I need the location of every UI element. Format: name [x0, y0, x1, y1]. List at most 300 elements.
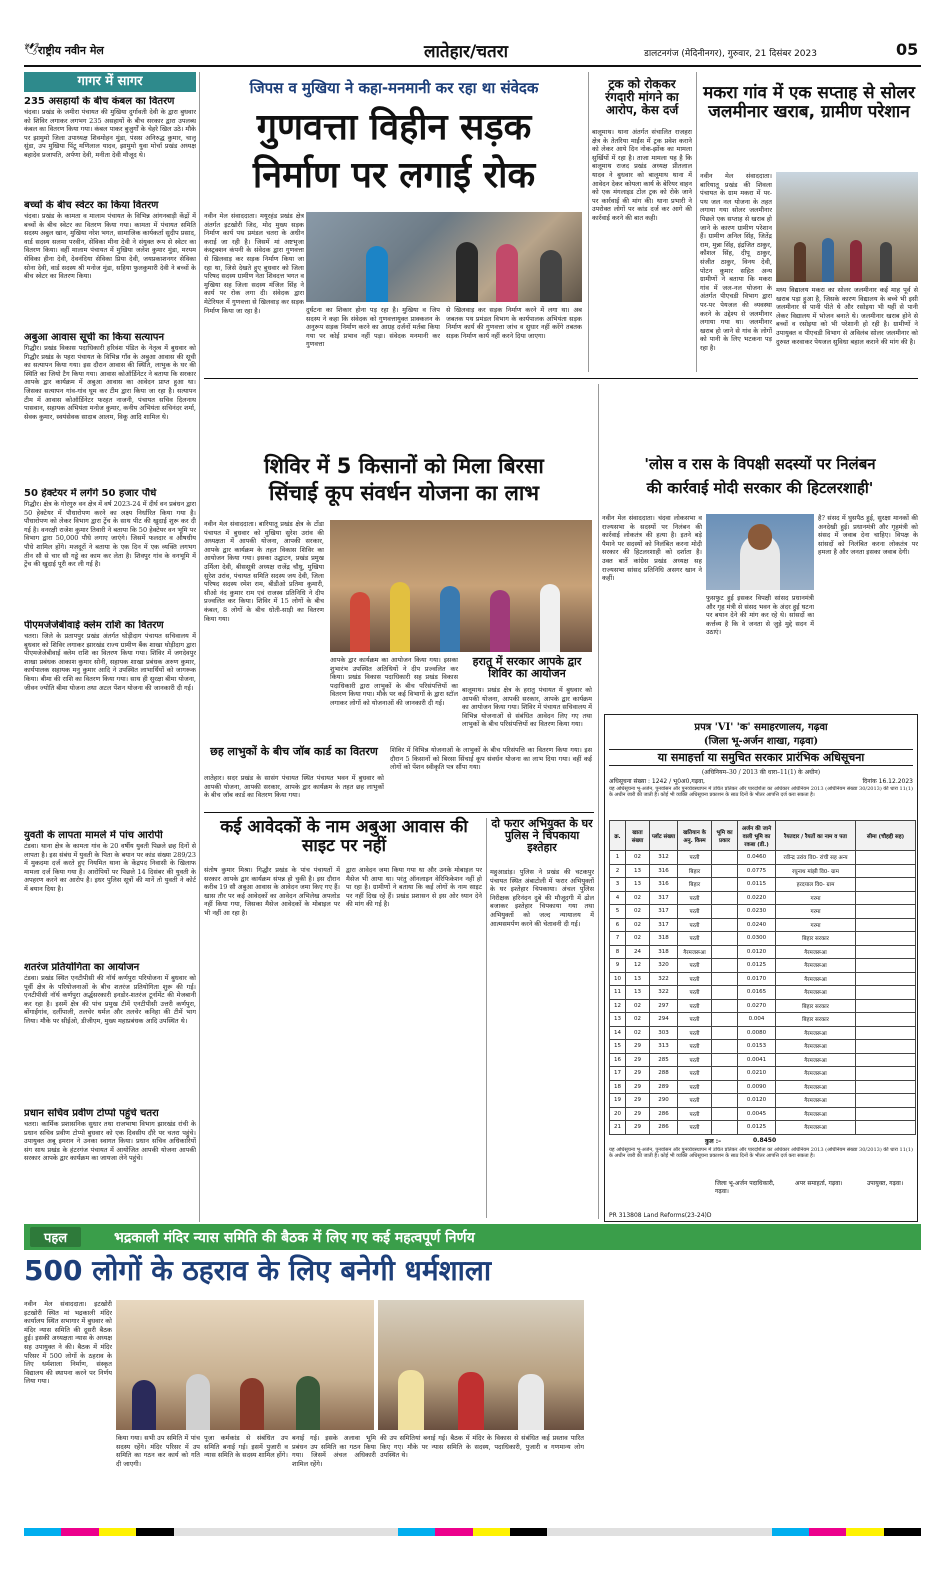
notice-table-cell: गैरमजरूआ: [678, 945, 712, 959]
sidebar-header: गागर में सागर: [24, 72, 196, 92]
notice-table-cell: 15: [610, 1040, 626, 1054]
registration-swatch: [473, 1528, 510, 1536]
masthead: [24, 38, 921, 64]
notice-table-cell: गैरमजरूआ: [776, 1107, 856, 1121]
notice-table-cell: [856, 878, 916, 892]
notice-table-cell: 12: [610, 999, 626, 1013]
lead-body-col2: दुर्घटना का शिकार होना पड़ रहा है। मुखिया व जिप सदस्य ने कहा कि संवेदक को गुणवत्तायुक्त प्राक्कलन के अनुरूप सड़क निर्माण करने का आग्रह दर्जनों मर्तबा किया गया पर कोई प्रभाव नहीं पड़ा। संवेदक मनमानी कर गुणवत्ता: [306, 306, 440, 349]
notice-table-row: [610, 1080, 916, 1094]
notice-table-cell: [856, 972, 916, 986]
harhe-body: बालूमाथ। प्रखंड क्षेत्र के हरातु पंचायत में बुधवार को आपकी योजना, आपकी सरकार, आपके द्वार कार्यक्रम का आयोजन किया गया। शिविर में पंचायत सचिवालय में विभिन्न योजनाओं से संबंधित आवेदन लिए गए तथा लाभुकों के बीच परिसंपत्तियों का वितरण किया गया।: [462, 686, 592, 729]
notice-table-cell: [712, 972, 738, 986]
section-rule: [204, 812, 594, 813]
notice-table-cell: 318: [650, 932, 678, 946]
notice-total-label: कुल :–: [705, 1137, 722, 1145]
notice-table-row: [610, 999, 916, 1013]
sidebar-item-title: युवती के लापता मामले में पांच आरोपी: [24, 830, 163, 841]
birsa-headline-line1: शिविर में 5 किसानों को मिला बिरसा: [264, 454, 544, 478]
registration-swatch: [547, 1528, 771, 1536]
notice-table-cell: 02: [626, 891, 650, 905]
lead-kicker: जिपस व मुखिया ने कहा-मनमानी कर रहा था संवेदक: [249, 79, 539, 97]
notice-table-cell: 0.0080: [738, 1026, 776, 1040]
notice-table-cell: [856, 1053, 916, 1067]
notice-table-cell: [856, 1067, 916, 1081]
notice-table-cell: 318: [650, 945, 678, 959]
notice-table-cell: 0.0120: [738, 1094, 776, 1108]
notice-table-cell: 12: [626, 959, 650, 973]
notice-table-cell: परती: [678, 1080, 712, 1094]
sidebar-item: [24, 620, 196, 826]
person-figure: [296, 1376, 320, 1430]
lead-body-col3: से खिलवाड़ कर सड़क निर्माण करने में लगा था। अब जबतक पथ प्रमंडल विभाग के कार्यपालक अभियंता सड़क निर्माण कार्य की गुणवत्ता जांच व सुधार नहीं करेंगे तबतक सड़क निर्माण कार्य नहीं करने दिया जाएगा।: [446, 306, 582, 340]
notice-table-cell: परती: [678, 972, 712, 986]
notice-table-cell: [856, 986, 916, 1000]
notice-date: दिनांक 16.12.2023: [862, 778, 913, 785]
column-divider: [486, 818, 487, 1218]
notice-table-header-cell: सीमा (चौहद्दी सह): [856, 821, 916, 851]
notice-table-cell: 0.0240: [738, 918, 776, 932]
notice-table-cell: हरदयाल वि0- ग्राम: [776, 878, 856, 892]
dateline: डालटनगंज (मेदिनीनगर), गुरुवार, 21 दिसंबर 2023: [644, 49, 817, 59]
notice-table-cell: 13: [626, 864, 650, 878]
sidebar-item: [24, 332, 196, 484]
notice-table-cell: [856, 1013, 916, 1027]
notice-table-cell: 20: [610, 1107, 626, 1121]
notice-table-cell: 9: [610, 959, 626, 973]
sidebar-item-body: गिद्धौर। क्षेत्र के गोरगुरु वन क्षेत्र में वर्ष 2023-24 में दीर्घ वन प्रबंधन द्वारा 50 हेक्टेयर में पौधारोपण करने का लक्ष्य निर्धारित किया गया है। पौधारोपण को लेकर विभाग द्वारा ट्रेंच के साथ पीट की खुदाई शुरू कर दी गई है। वनरक्षी राजेश कुमार तिवारी ने बताया कि 50 हेक्टेयर वन भूमि पर विभाग द्वारा 50,000 पौधे लगाए जाएंगे। जिसमें फलदार व औषधीय पौधे शामिल होंगे। मजदूरों ने बताया के एक दिन में एक व्यक्ति लगभग तीन सौ से चार सौ गड्ढे का काम कर लेता है। शिवपुर गांव के वनभूमि में ट्रेंच की खुदाई पूरी कर ली गई है।: [24, 500, 196, 569]
notice-table-cell: 6: [610, 918, 626, 932]
notice-table-cell: 0.0460: [738, 851, 776, 865]
sidebar-item-title: 50 हेक्टेयर में लगेंगे 50 हजार पौधे: [24, 488, 157, 499]
sidebar-item-title: बच्चों के बीच स्वेटर का किया वितरण: [24, 200, 159, 211]
sidebar-item: [24, 962, 196, 1104]
notice-table-cell: 11: [610, 986, 626, 1000]
sidebar-divider: [199, 72, 200, 1222]
los-headline-line1: 'लोस व रास के विपक्षी सदस्यों पर निलंबन: [644, 455, 876, 473]
abua-headline: कई आवेदकों के नाम अबुआ आवास की साइट पर नहीं: [220, 817, 468, 856]
notice-table-cell: गैरमजरूआ: [776, 986, 856, 1000]
person-figure: [132, 1380, 156, 1430]
notice-total-value: 0.8450: [753, 1136, 777, 1144]
notice-table-cell: 0.0775: [738, 864, 776, 878]
notice-table-cell: गैरमजरूआ: [776, 972, 856, 986]
person-figure: [458, 1372, 484, 1430]
notice-table-row: [610, 1040, 916, 1054]
notice-table-cell: 288: [650, 1067, 678, 1081]
notice-table-cell: 18: [610, 1080, 626, 1094]
notice-table-cell: 13: [626, 986, 650, 1000]
birsa-body-col3: शिविर में विभिन्न योजनाओं के लाभुकों के बीच परिसंपत्ति का वितरण किया गया। इस दौरान 5 किसानों को बिरसा सिंचाई कूप संवर्धन योजना का लाभ दिया गया। वहीं कई लोगों को पेंशन स्वीकृति पत्र सौंपा गया।: [390, 746, 592, 772]
sidebar-item: [24, 1108, 196, 1216]
notice-table-cell: 285: [650, 1053, 678, 1067]
notice-table-cell: 297: [650, 999, 678, 1013]
sidebar-item-body: चतरा। जिले के प्रतापपुर प्रखंड अंतर्गत घोड़ीदाग पंचायत सचिवालय में बुधवार को शिविर लगाकर झारखंड राज्य ग्रामीण बैंक शाखा घोड़ीदाग द्वारा पीएमजेजेबीवाई क्लेम राशि का वितरण किया गया। शिविर में जगदेवपुर शाखा प्रबंधक आकाश कुमार सोनी, सहायक शाखा प्रबंधक अरुण कुमार, कार्यपालक सहायक मनु कुमार आदि ने उपस्थित लाभार्थियों को जागरूक किया। बीमा की राशि का वितरण किया गया। साथ ही सुरक्षा बीमा योजना, जीवन ज्योति बीमा योजना तथा अटल पेंशन योजना की जानकारी दी गई।: [24, 632, 196, 692]
logo-bird-icon: 🕊: [24, 42, 40, 56]
column-divider: [588, 72, 589, 372]
los-body-col2: फुसफुट हुई इसकर विपक्षी सांसद प्रधानमंत्री और गृह मंत्री से संसद भवन के अंदर हुई घटना पर बयान देने की मांग कर रहे थे। सांसदों का कर्त्तव्य है कि वे जनता से जुड़े मुद्दे सदन में उठाएं।: [706, 594, 814, 637]
notice-table-header: [610, 821, 916, 851]
notice-table-cell: 1: [610, 851, 626, 865]
notice-table-cell: 0.0125: [738, 959, 776, 973]
newspaper-logo: राष्ट्रीय नवीन मेल: [38, 44, 104, 57]
notice-table-row: [610, 891, 916, 905]
solar-story-headline: मकरा गांव में एक सप्ताह से सोलर जलमीनार खराब, ग्रामीण परेशान: [703, 83, 915, 122]
notice-table-cell: 29: [626, 1121, 650, 1135]
truck-story-body: बालूमाथ। थाना अंतर्गत संचालित राजहरा क्षेत्र के तेतरिया माईंस में ट्रक प्रवेश कराने को लेकर आये दिन नोक-झोंक का मामला सुर्खियों में रहा है। ताजा मामला यह है कि बालूमाथ राजद प्रखंड अध्यक्ष प्रीतलाल यादव ने बुधवार को बालूमाथ थाना में आवेदन देकर कोयला कार्य के बेरियर वाहन को एक मंगलाइड टोल ट्रक को रोके जाने पर कार्रवाई की मांग की। थाना प्रभारी ने उपरोक्त लोगों पर कांड दर्ज कर आगे की कार्रवाई करने की बात कही।: [592, 128, 692, 222]
notice-table-cell: 8: [610, 945, 626, 959]
sidebar-item: [24, 830, 196, 958]
notice-table-cell: परती: [678, 1026, 712, 1040]
chhath-body: लातेहार। सदर प्रखंड के सासंग पंचायत स्थित पंचायत भवन में बुधवार को आपकी योजना, आपकी सरकार, आपके द्वार कार्यक्रम के तहत छह लाभुकों के बीच जॉब कार्ड का वितरण किया गया।: [204, 774, 384, 800]
registration-swatch: [846, 1528, 883, 1536]
notice-table-cell: [712, 1080, 738, 1094]
notice-table-cell: गरमा: [776, 905, 856, 919]
notice-table-cell: [856, 999, 916, 1013]
sidebar-item-title: अबुआ आवास सूची का किया सत्यापन: [24, 332, 165, 343]
notice-table-cell: परती: [678, 851, 712, 865]
notice-table-cell: [856, 864, 916, 878]
abua-body-col2: द्वारा आवेदन जमा किया गया था और उनके मोबाइल पर मैसेज भी आया था। परंतु ऑनलाइन वेरिफिकेशन नहीं हो पा रहा है। ग्रामीणों ने बताया कि कई लोगों के नाम साइट पर नहीं दिख रहे हैं। प्रखंड प्रशासन से इस ओर ध्यान देने की मांग की गई है।: [346, 866, 482, 909]
notice-table-cell: परती: [678, 1094, 712, 1108]
notice-table-cell: 2: [610, 864, 626, 878]
person-figure: [794, 242, 806, 282]
notice-table-cell: [712, 905, 738, 919]
notice-sign-1: जिला भू-अर्जन पदाधिकारी, गढ़वा।: [715, 1179, 775, 1195]
notice-table-cell: 320: [650, 959, 678, 973]
person-figure: [490, 590, 510, 652]
notice-table-cell: गैरमजरूआ: [776, 1053, 856, 1067]
notice-table-header-cell: क्र.: [610, 821, 626, 851]
notice-table-cell: 0.0041: [738, 1053, 776, 1067]
registration-swatch: [61, 1528, 98, 1536]
print-registration-bar: [24, 1528, 921, 1536]
notice-table-cell: 02: [626, 999, 650, 1013]
notice-table-row: [610, 878, 916, 892]
lead-headline-line2: निर्माण पर लगाई रोक: [252, 155, 536, 196]
notice-table-cell: 0.004: [738, 1013, 776, 1027]
person-figure: [540, 250, 562, 302]
notice-table-cell: [856, 1107, 916, 1121]
column-divider: [696, 72, 697, 372]
solar-story-body-col1: नवीन मेल संवाददाता। बारियातू प्रखंड की शिवला पंचायत के ग्राम मकरा में पर-पथ जल नल योजना के तहत लगाया गया सोलर जलमीनार पिछले एक सप्ताह से खराब हो जाने के कारण ग्रामीण परेशान हैं। ग्रामीण अनिल सिंह, जितेंद्र राम, मुन्ना सिंह, इंद्रजित ठाकुर, कौशल सिंह, दीपू ठाकुर, संजीत ठाकुर, विनय देवी, पोटन कुमार सहित अन्य ग्रामीणों ने बताया कि मकरा गांव में जल-नल योजना के अंतर्गत पीएचडी विभाग द्वारा पर-पर पेयजल की व्यवस्था करने के उद्देश्य से जलमीनार लगाया गया था। जलमीनार खराब हो जाने से गांव के लोगों को पानी के लिए भटकना पड़ रहा है।: [700, 172, 772, 352]
notice-table-cell: 317: [650, 891, 678, 905]
notice-table-cell: 13: [626, 878, 650, 892]
notice-table-row: [610, 1121, 916, 1135]
person-figure: [850, 240, 862, 282]
notice-pr-number: PR 313808 Land Reforms(23-24)D: [609, 1212, 712, 1219]
registration-swatch: [772, 1528, 809, 1536]
notice-table-cell: परती: [678, 1013, 712, 1027]
registration-swatch: [510, 1528, 547, 1536]
notice-table-header-cell: अर्जन की जाने वाली भूमि का रकबा (डी.): [738, 821, 776, 851]
section-title: लातेहार/चतरा: [424, 42, 509, 62]
bottom-body-col5: की उप समितियां बनाई गई। बैठक में मंदिर के विकास से संबंधित कई प्रस्ताव पारित किए गए। मौके पर न्यास समिति के सदस्य, पदाधिकारी, पुजारी व गणमान्य लोग उपस्थित थे।: [380, 1434, 584, 1460]
notice-line3: या समाहर्त्ता या समुचित सरकार प्रारंभिक अधिसूचना: [609, 749, 913, 766]
registration-swatch: [884, 1528, 921, 1536]
notice-table-cell: [856, 905, 916, 919]
notice-table-cell: बिहार सरकार: [776, 999, 856, 1013]
notice-table-cell: 02: [626, 1026, 650, 1040]
notice-table-cell: [712, 932, 738, 946]
sidebar-item-title: शतरंज प्रतियोगिता का आयोजन: [24, 962, 140, 973]
notice-ref: अधिसूचना संख्या : 1242 / भू0अ0,गढ़वा,: [609, 778, 705, 785]
birsa-headline-line2: सिंचाई कूप संवर्धन योजना का लाभ: [268, 481, 540, 505]
notice-table-cell: परती: [678, 1107, 712, 1121]
notice-table-cell: गरमा: [776, 918, 856, 932]
notice-table-cell: 3: [610, 878, 626, 892]
notice-table-cell: परती: [678, 1067, 712, 1081]
notice-line2: (जिला भू-अर्जन शाखा, गढ़वा): [703, 736, 819, 747]
notice-table-cell: 0.0120: [738, 945, 776, 959]
notice-table-cell: [856, 932, 916, 946]
notice-table-cell: 02: [626, 905, 650, 919]
lead-headline-line1: गुणवत्ता विहीन सड़क: [256, 107, 532, 148]
notice-table-cell: [856, 1121, 916, 1135]
notice-table-cell: [712, 1121, 738, 1135]
notice-table-cell: परती: [678, 1121, 712, 1135]
notice-table-cell: 290: [650, 1094, 678, 1108]
notice-table-cell: 0.0165: [738, 986, 776, 1000]
notice-table-cell: [712, 918, 738, 932]
person-figure: [240, 1378, 264, 1430]
abua-body-col1: संतोष कुमार मिश्रा। गिद्धौर प्रखंड के पांच पंचायतों में सरकार आपके द्वार कार्यक्रम संपन्न हो चुकी है। इस दौरान करीब 19 सौ अबुआ आवास के आवेदन जमा किए गए हैं। खास तौर पर कई आवेदकों का आवेदन अभिलेख अपलोड नहीं किया गया, जिसका मैसेज आवेदकों के मोबाइल पर भी नहीं आ रहा है।: [204, 866, 340, 917]
notice-table-cell: [712, 1067, 738, 1081]
notice-table-cell: 29: [626, 1040, 650, 1054]
los-body-col1: नवीन मेल संवाददाता। चंदवा लोकसभा व राज्यसभा के सदस्यों पर निलंबन की कार्रवाई लोकतंत्र की हत्या है। इतने बड़े पैमाने पर सदस्यों को निलंबित करना मोदी सरकार की हिटलरशाही को दर्शाता है। उक्त बातें कांग्रेस प्रखंड अध्यक्ष सह राज्यसभा सांसद प्रतिनिधि असगर खान ने कहीं।: [602, 514, 702, 583]
notice-table-cell: 02: [626, 1013, 650, 1027]
notice-table-header-cell: प्लॉट संख्या: [650, 821, 678, 851]
notice-table-cell: [856, 959, 916, 973]
masthead-rule: [24, 65, 921, 67]
notice-table-cell: 14: [610, 1026, 626, 1040]
portrait-face: [748, 524, 772, 550]
notice-table-cell: [856, 918, 916, 932]
bottom-photo-right: [378, 1300, 584, 1430]
birsa-photo: [330, 520, 592, 652]
notice-table-cell: 21: [610, 1121, 626, 1135]
notice-table-row: [610, 932, 916, 946]
notice-table-cell: 10: [610, 972, 626, 986]
notice-table-cell: [712, 1107, 738, 1121]
notice-total-row: [605, 1137, 917, 1147]
notice-table-cell: [712, 959, 738, 973]
truck-story-headline: ट्रक को रोककर रंगदारी मांगने का आरोप, केस दर्ज: [605, 77, 679, 118]
notice-footer: यह अधिसूचना भू-अर्जन, पुनर्वासन और पुनर्व्यवस्थापन में उचित प्रतिकर और पारदर्शिता का अधिकार अधिनियम 2013 (अधिनियम संख्या 30/2013) की धारा 11(1) के अधीन जारी की जाती है। कोई भी व्यक्ति अधिसूचना प्रकाशन के साठ दिनों के भीतर आपत्ति दर्ज करा सकता है।: [609, 1146, 913, 1159]
notice-table-cell: गैरमजरूआ: [776, 1040, 856, 1054]
notice-table-cell: 29: [626, 1067, 650, 1081]
notice-table-cell: गैरमजरूआ: [776, 1094, 856, 1108]
notice-table-cell: 312: [650, 851, 678, 865]
notice-table-cell: 316: [650, 864, 678, 878]
notice-table-cell: 02: [626, 932, 650, 946]
notice-table-cell: [712, 1026, 738, 1040]
sidebar-item-title: प्रधान सचिव प्रवीण टोप्पो पहुंचे चतरा: [24, 1108, 159, 1119]
notice-table-cell: 17: [610, 1067, 626, 1081]
sidebar-item-body: टंडवा। प्रखंड स्थित एनटीपीसी की नॉर्थ कर्णपुरा परियोजना में बुधवार को पूर्वी क्षेत्र के परियोजनाओं के बीच शतरंज प्रतियोगिता शुरू की गई। एनटीपीसी नॉर्थ कर्णपुरा अर्द्धसरकारी इनडोर-शतरंज टूर्नामेंट की मेजबानी कर रहा है। इसमें क्षेत्र की पांच प्रमुख टीमें एनटीपीसी उत्तरी कर्णपुरा, बोंगाईगांव, दर्लीपाली, तलचेर थर्मल और तलचेर कनिहा की टीमें भाग लिया। मौके पर सीईओ, डीजीएम, मुख्य महाप्रबंधक आदि उपस्थित थे।: [24, 974, 196, 1025]
notice-table-header-cell: खाता संख्या: [626, 821, 650, 851]
chhath-headline: छह लाभुकों के बीच जॉब कार्ड का वितरण: [210, 745, 378, 758]
notice-table-cell: 13: [626, 972, 650, 986]
notice-table-cell: 19: [610, 1094, 626, 1108]
notice-table-cell: 0.0045: [738, 1107, 776, 1121]
birsa-body-col1: नवीन मेल संवाददाता। बारियातू प्रखंड क्षेत्र के टोंडा पंचायत में बुधवार को मुखिया सुरेश उरांव की अध्यक्षता में आपकी योजना, आपकी सरकार, आपके द्वार कार्यक्रम के तहत विकास शिविर का आयोजन किया गया। इसका उद्घाटन, प्रखंड प्रमुख उर्मिला देवी, बीससूत्री अध्यक्ष राजेंद्र चौधु, मुखिया सुरेश उरांव, पंचायत समिति सदस्य जय देवी, जिला परिषद सदस्य रमेश राम, बीडीओ प्रतिमा कुमारी, सीओ नंद कुमार राम एवं राजस्व प्रतिनिधि ने दीप प्रज्वलित कर किया। शिविर में 15 लोगों के बीच कंबल, 8 लोगों के बीच धोती-साड़ी का वितरण किया गया।: [204, 520, 324, 623]
bottom-banner: [24, 1224, 921, 1250]
registration-swatch: [99, 1528, 136, 1536]
notice-sign-2: अपर समाहर्ता, गढ़वा।: [795, 1179, 843, 1187]
registration-swatch: [24, 1528, 61, 1536]
notice-table-cell: 0.0270: [738, 999, 776, 1013]
notice-table-cell: 303: [650, 1026, 678, 1040]
notice-table-cell: रघुनाथ मांझी वि0- ग्राम: [776, 864, 856, 878]
notice-table-cell: 4: [610, 891, 626, 905]
notice-table-cell: गैरमजरूआ: [776, 1080, 856, 1094]
notice-table-cell: 0.0090: [738, 1080, 776, 1094]
los-headline-line2: की कार्रवाई मोदी सरकार की हिटलरशाही': [646, 479, 874, 497]
notice-table-cell: 29: [626, 1107, 650, 1121]
notice-table-cell: [712, 986, 738, 1000]
person-figure: [440, 586, 460, 652]
notice-table-cell: 316: [650, 878, 678, 892]
person-figure: [350, 592, 370, 652]
bottom-photo-left: [116, 1300, 374, 1430]
notice-table-cell: 313: [650, 1040, 678, 1054]
solar-story-photo: [776, 172, 918, 282]
person-figure: [390, 582, 410, 652]
lead-photo: [306, 212, 582, 302]
notice-table-cell: गरमा: [776, 891, 856, 905]
notice-table-cell: [712, 878, 738, 892]
person-figure: [518, 1374, 544, 1430]
notice-table-cell: 13: [610, 1013, 626, 1027]
registration-swatch: [398, 1528, 435, 1536]
notice-table-cell: परती: [678, 905, 712, 919]
notice-table-cell: 0.0210: [738, 1067, 776, 1081]
notice-table-cell: 02: [626, 918, 650, 932]
notice-table-cell: बिहार: [678, 864, 712, 878]
notice-sign-3: उपायुक्त, गढ़वा।: [867, 1179, 904, 1187]
notice-table-cell: 0.0170: [738, 972, 776, 986]
notice-table-cell: गैरमजरूआ: [776, 1026, 856, 1040]
sidebar-item-body: चंदवा। प्रखंड के जमीरा पंचायत की मुखिया दुर्गावती देवी के द्वारा बुधवार को शिविर लगाकर लगभग 235 असहायों के बीच सरकार द्वारा उपलब्ध कंबल का वितरण किया गया। कंबल पाकर बुजुर्गों के चेहरे खिल उठे। मौके पर झामुमो जिला उपाध्यक्ष शिवमोहन मुंडा, पंसस अनिरुद्ध कुमार, चालू सुंडा, उप मुखिया पिंटू मणिलाल यादव, झामुमो युवा मोर्चा प्रखंड अध्यक्ष बहादेव प्रजापति, अर्पणा देवी, मनीता देवी मौजूद थे।: [24, 108, 196, 159]
harhe-headline: हरातु में सरकार आपके द्वार शिविर का आयोजन: [472, 655, 582, 681]
notice-table-cell: परती: [678, 1053, 712, 1067]
notice-table-cell: रवीन्द्र उरांव वि0- रांची सह अन्य: [776, 851, 856, 865]
person-figure: [456, 242, 478, 302]
notice-table-cell: परती: [678, 918, 712, 932]
sidebar-item: [24, 96, 196, 196]
notice-table-cell: 294: [650, 1013, 678, 1027]
notice-table-header-cell: भूमि का प्रकार: [712, 821, 738, 851]
notice-table-cell: [712, 945, 738, 959]
notice-table-cell: 0.0125: [738, 1121, 776, 1135]
notice-table-cell: परती: [678, 932, 712, 946]
notice-table-cell: 24: [626, 945, 650, 959]
notice-table-cell: [712, 1094, 738, 1108]
notice-table-cell: 286: [650, 1121, 678, 1135]
notice-preamble: यह अधिसूचना भू-अर्जन, पुनर्वासन और पुनर्व्यवस्थापन में उचित प्रतिकर और पारदर्शिता का अधिकार अधिनियम 2013 (अधिनियम संख्या 30/2013) की धारा 11(1) के अधीन जारी की जाती है। कोई भी व्यक्ति अधिसूचना प्रकाशन के साठ दिनों के भीतर आपत्ति दर्ज करा सकता है।: [609, 786, 913, 798]
notice-line1: प्रपत्र 'VI' 'क' समाहरणालय, गढ़वा: [694, 722, 828, 733]
notice-table-cell: [712, 891, 738, 905]
person-figure: [366, 246, 388, 302]
notice-table-row: [610, 864, 916, 878]
farar-body: महुआडांड़। पुलिस ने प्रखंड की चटकपुर पंचायत स्थित अंबाटोली में फरार अभियुक्तों के घर इश्तेहार चिपकाया। अंचल पुलिस निरीक्षक हरिनंदन दुबे की मौजूदगी में ढोल बजाकर इश्तेहार चिपकाया गया तथा अभियुक्तों को जल्द न्यायालय में आत्मसमर्पण करने की चेतावनी दी गई।: [490, 868, 594, 928]
notice-table-cell: 29: [626, 1053, 650, 1067]
notice-table-cell: [856, 1094, 916, 1108]
bottom-headline: 500 लोगों के ठहराव के लिए बनेगी धर्मशाला: [24, 1254, 492, 1287]
sidebar: [24, 96, 196, 1221]
notice-table-row: [610, 851, 916, 865]
notice-table-row: [610, 1067, 916, 1081]
notice-table-cell: [712, 999, 738, 1013]
notice-table-row: [610, 905, 916, 919]
notice-table-cell: 322: [650, 972, 678, 986]
notice-table-cell: परती: [678, 986, 712, 1000]
birsa-body-col2: आपके द्वार कार्यक्रम का आयोजन किया गया। इसका शुभारंभ उपस्थित अतिथियों ने दीप प्रज्वलित कर किया। प्रखंड विकास पदाधिकारी सह प्रखंड विकास पदाधिकारी द्वारा लाभुकों के बीच परिसंपत्तियों का वितरण किया गया। मौके पर कई विभागों के द्वारा स्टॉल लगाकर लोगों को योजनाओं की जानकारी दी गई।: [330, 656, 458, 707]
los-body-col3: है? संसद में घुसपैठ हुई, सुरक्षा मानकों की अनदेखी हुई। प्रधानमंत्री और गृहमंत्री को संसद में जवाब देना चाहिए। विपक्ष के सांसदों को निलंबित करना लोकतंत्र पर हमला है और जनता इसका जवाब देगी।: [818, 514, 918, 557]
notice-table-cell: [856, 851, 916, 865]
notice-table-row: [610, 945, 916, 959]
notice-table-body: [610, 851, 916, 1135]
notice-table-row: [610, 918, 916, 932]
sidebar-item-title: 235 असहायों के बीच कंबल का वितरण: [24, 96, 175, 107]
notice-table-cell: परती: [678, 999, 712, 1013]
notice-table-cell: बिहार सरकार: [776, 1013, 856, 1027]
notice-table-row: [610, 1094, 916, 1108]
sidebar-item-body: चतरा। कार्मिक प्रशासनिक सुधार तथा राजभाषा विभाग झारखंड रांची के प्रधान सचिव प्रवीण टोप्पो बुधवार को एक दिवसीय दौरे पर चतरा पहुंचे। उपायुक्त अबू इमरान ने उनका स्वागत किया। प्रधान सचिव अधिकारियों संग साथ प्रखंड के हंटरगंज पंचायत में आयोजित आपकी योजना आपकी सरकार आपके द्वार कार्यक्रम का जायजा लेने पहुंचे।: [24, 1120, 196, 1163]
registration-swatch: [136, 1528, 173, 1536]
sidebar-item-body: गिद्धौर। प्रखंड विकास पदाधिकारी हरिवंश पंडित के नेतृत्व में बुधवार को गिद्धौर प्रखंड के पहरा पंचायत के विभिन्न गाँव के अबुआ आवास की सूची का सत्यापन किया गया। इस दौरान आवास की स्थिति, लाभुक के घर की स्थिति का जियो टैग किया गया। आवास कोऑर्डिनेटर ने बताया कि सरकार आपके द्वार कार्यक्रम में अबुआ आवास का आवेदन प्राप्त हुआ था। जिसका सत्यापन गांव-गांव घूम कर टीम द्वारा किया जा रहा है। सत्यापन टीम में आवास कोऑर्डिनेटर फरहत नाजनी, पंचायत सचिव दिलनाथ पासवान, सहायक अभियंता मनोज कुमार, कनीय अभियंता सचिनंदर शर्मा, सेवक कुमार, स्वयंसेवक सादाब आलम, विकू आदि शामिल थे।: [24, 344, 196, 421]
notice-table-row: [610, 1053, 916, 1067]
notice-table-cell: [856, 891, 916, 905]
notice-table-cell: गैरमजरूआ: [776, 945, 856, 959]
bottom-body-col2: किया गया। सभी उप समिति में पांच सदस्य रहेंगे। मंदिर परिसर में उप समिति का गठन कर कार्य को गति दी जाएगी।: [116, 1434, 200, 1468]
solar-story-body-col2: मध्य विद्यालय मकरा का सोलर जलमीनार कई माह पूर्व से खराब पड़ा हुआ है, जिसके कारण विद्यालय के बच्चे भी इसी जलमीनार से पानी पीते थे और रसोइया भी यहीं से पानी लेकर विद्यालय में भोजन बनाते थे। जलमीनार खराब होने से बच्चों व रसोइया को भी परेशानी हो रही है। ग्रामीणों ने उपायुक्त व पीएचडी विभाग से अविलंब सोलर जलमीनार को दुरुस्त करवाकर पेयजल सुविधा बहाल कराने की मांग की है।: [776, 286, 918, 346]
notice-table-cell: 0.0115: [738, 878, 776, 892]
person-figure: [540, 584, 560, 652]
notice-table-cell: 286: [650, 1107, 678, 1121]
notice-table-cell: गैरमजरूआ: [776, 1121, 856, 1135]
notice-table-cell: 29: [626, 1080, 650, 1094]
notice-table-cell: परती: [678, 959, 712, 973]
notice-table-cell: परती: [678, 1040, 712, 1054]
person-figure: [880, 242, 892, 282]
notice-table-cell: [712, 1040, 738, 1054]
notice-table-header-cell: रैयतदार / रैयतों का नाम व पता: [776, 821, 856, 851]
govt-notice: [604, 714, 918, 1222]
sidebar-item-body: चंदवा। प्रखंड के कामता व मालाम पंचायत के विभिन्न आंगनबाड़ी केंद्रों में बच्चों के बीच स्वेटर का वितरण किया गया। कामता में पंचायत समिति सदस्य अबुल खान, मुखिया नरेश भगत, सामाजिक कार्यकर्ता सुदीप प्रसाद, वार्ड सदस्य सलमा परवीन, सेविका मीना देवी ने संयुक्त रूप से स्वेटर का वितरण किया। वहीं मालाम पंचायत में मुखिया जलेश कुमार मुंडा, मरयम सेविका हीना देवी, देवनंदिया सेविका प्रिया देवी, जयप्रकाशनगर सेविका सोना देवी, वार्ड सदस्य श्री मनोज मुंडा, सहिया फुलकुमारी देवी ने बच्चों के बीच स्वेटर का वितरण किया।: [24, 212, 196, 281]
bottom-tag: पहल: [30, 1227, 81, 1247]
notice-table-cell: गैरमजरूआ: [776, 1067, 856, 1081]
sidebar-item-body: टंडवा। थाना क्षेत्र के कामता गांव के 20 वर्षीय युवती पिछले छह दिनों से लापता है। इस संबंध में युवती के पिता के बयान पर कांड संख्या 289/23 में मुकदमा दर्ज करते हुए नियमित थाना के केंद्रपद निवासी के खिलाफ मामला दर्ज किया गया है। आरोपियों पर पिछले 14 दिसंबर की युवती के अपहरण करने का आरोप है। इधर पुलिस सूत्रों की मानें तो युवती ने कोर्ट में बयान दिया है।: [24, 842, 196, 893]
notice-table-cell: 0.0300: [738, 932, 776, 946]
notice-table-cell: 0.0230: [738, 905, 776, 919]
notice-table-cell: 5: [610, 905, 626, 919]
lead-body-col1: नवीन मेल संवाददाता। मयूरहंड प्रखंड क्षेत्र अंतर्गत इटखोरी जिद, मोद मुख्य सड़क निर्माण कार्य पथ प्रमंडल चतरा के अधीन कराई जा रही है। जिसमें मां अष्टभुजा कंस्ट्रक्शन कंपनी के संवेदक द्वारा गुणवत्ता से खिलवाड़ कर सड़क निर्माण किया जा रहा था, जिसे देखते हुए बुधवार को जिला परिषद सदस्य ग्रामीण नेता शिवदत्त भगत व मुखिया सह जिला सदस्य मंजिल सिंह ने कार्य पर रोक लगा दी। संवेदक द्वारा मेटेरियल में गुणवत्ता से खिलवाड़ कर सड़क निर्माण किया जा रहा है।: [204, 212, 304, 315]
bottom-kicker: भद्रकाली मंदिर न्यास समिति की बैठक में लिए गए कई महत्वपूर्ण निर्णय: [114, 1230, 475, 1246]
sidebar-item-title: पीएमजेजेबीवाई क्लेम राशि का वितरण: [24, 620, 164, 631]
notice-table-cell: [856, 1026, 916, 1040]
page-number: 05: [896, 40, 919, 59]
notice-table-row: [610, 1026, 916, 1040]
person-figure: [822, 238, 834, 282]
person-figure: [496, 244, 518, 302]
sidebar-item: [24, 200, 196, 328]
registration-swatch: [174, 1528, 398, 1536]
notice-table-row: [610, 972, 916, 986]
notice-table-cell: 16: [610, 1053, 626, 1067]
notice-line4: (अधिनियम–30 / 2013 की धारा–11(1) के अधीन): [701, 769, 821, 776]
notice-table-cell: [856, 1040, 916, 1054]
